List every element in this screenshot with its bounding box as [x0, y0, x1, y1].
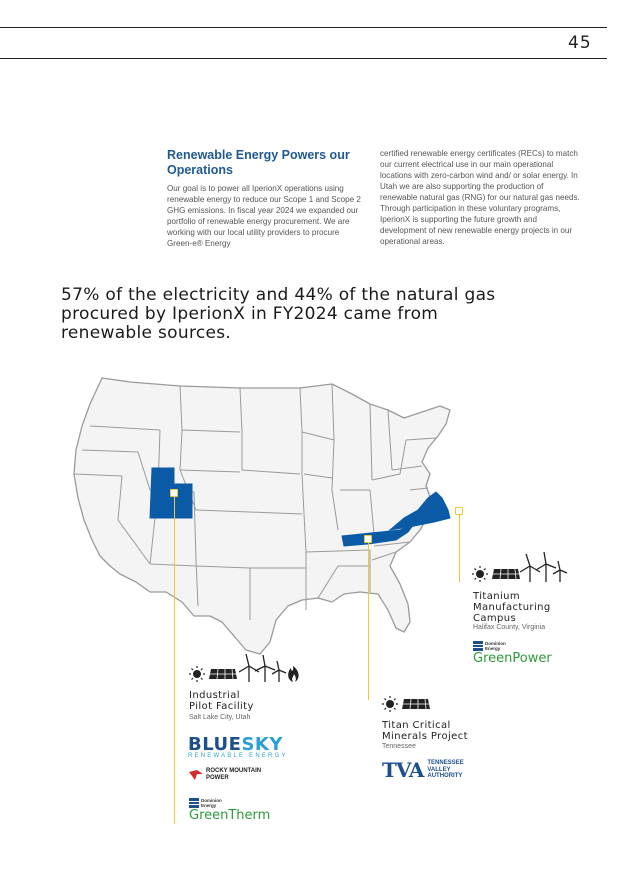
virginia-callout-marker	[455, 507, 463, 515]
virginia-title-line-1: Titanium	[473, 591, 521, 602]
tennessee-location: Tennessee	[382, 743, 416, 750]
bluesky-subtitle: RENEWABLE ENERGY	[188, 753, 288, 759]
sun-icon	[472, 566, 488, 582]
rmp-text-1: ROCKY MOUNTAIN	[206, 768, 262, 774]
tennessee-title-line-2: Minerals Project	[382, 731, 468, 742]
dominion-mark-icon	[189, 798, 199, 808]
tva-logo	[382, 758, 464, 782]
rmp-mark-icon	[189, 770, 203, 780]
greenpower-wordmark: GreenPower	[473, 651, 552, 666]
virginia-callout-line	[459, 512, 460, 582]
solar-panel-icon	[492, 569, 520, 579]
page-number: 45	[568, 33, 592, 53]
bluesky-logo	[188, 734, 288, 759]
tennessee-title-line-1: Titan Critical	[382, 720, 451, 731]
dominion-text-1: Dominion	[201, 798, 222, 803]
tva-text-2: VALLEY	[427, 766, 451, 773]
solar-panel-icon	[402, 699, 430, 709]
virginia-location: Halifax County, Virginia	[473, 624, 546, 631]
tva-mark: TVA	[382, 758, 424, 782]
rmp-text-2: POWER	[206, 774, 229, 781]
utah-location: Salt Lake City, Utah	[189, 714, 251, 721]
section-heading: Renewable Energy Powers our Operations	[167, 148, 350, 177]
flame-icon	[288, 666, 298, 682]
utah-callout-marker	[170, 489, 178, 497]
virginia-title-line-2: Manufacturing	[473, 602, 551, 613]
dominion-text-2: Energy	[201, 803, 217, 808]
wind-turbine-icon	[239, 654, 286, 682]
header-rule-bottom	[0, 58, 607, 59]
dominion-greenpower-logo	[473, 641, 552, 666]
body-text-column-2: certified renewable energy certificates (RECs) to match our current electrical use in our main operational locations with zero-carbon wind and/ or solar energy. In Utah we are also supporting the production of renewable natural gas (RNG) for our natural gas needs. Through participation in these voluntary programs, IperionX is supporting the future growth and development of new renewable energy projects in our operational areas.	[380, 149, 580, 246]
dominion-text-2: Energy	[485, 646, 501, 651]
body-text-column-1: Our goal is to power all IperionX operations using renewable energy to reduce our Scope 1 and Scope 2 GHG emissions. In fiscal year 2024 we expanded our portfolio of renewable energy procurement. We are working with our local utility providers to procure Green-e® Energy	[167, 184, 361, 248]
tva-text-3: AUTHORITY	[427, 773, 463, 780]
us-map	[70, 370, 490, 660]
headline-statistic: 57% of the electricity and 44% of the natural gas procured by IperionX in FY2024 came from renewable sources.	[61, 285, 496, 343]
dominion-mark-icon	[473, 641, 483, 651]
utah-icon-row	[189, 654, 301, 684]
utah-callout-line	[174, 494, 175, 824]
utah-title-line-1: Industrial	[189, 690, 240, 701]
utah-site-title	[189, 690, 254, 712]
virginia-site-title	[473, 591, 551, 624]
sun-icon	[189, 666, 205, 682]
greentherm-wordmark: GreenTherm	[189, 808, 271, 823]
us-outline	[74, 378, 450, 654]
bluesky-text-sky: SKY	[241, 734, 283, 755]
rocky-mountain-power-logo	[189, 768, 261, 781]
wind-turbine-icon	[520, 552, 567, 582]
tennessee-callout-marker	[364, 535, 372, 543]
dominion-greentherm-logo	[189, 798, 270, 823]
tennessee-icon-row	[382, 694, 434, 714]
solar-panel-icon	[209, 669, 237, 679]
virginia-icon-row	[472, 552, 568, 582]
bluesky-text-blue: BLUE	[188, 734, 242, 755]
tva-text-1: TENNESSEE	[427, 760, 464, 767]
utah-title-line-2: Pilot Facility	[189, 701, 254, 712]
header-rule-top	[0, 27, 607, 28]
tennessee-callout-line	[368, 540, 369, 700]
virginia-title-line-3: Campus	[473, 613, 517, 624]
dominion-text-1: Dominion	[485, 641, 506, 646]
sun-icon	[382, 696, 398, 712]
tennessee-site-title	[382, 720, 468, 742]
